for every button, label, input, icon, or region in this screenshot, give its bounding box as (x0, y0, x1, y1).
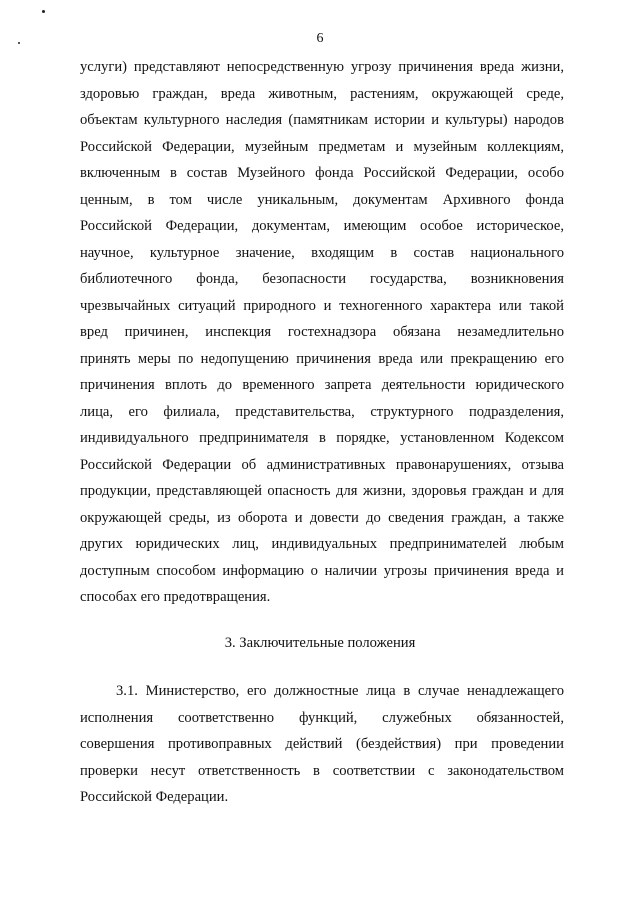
text-line: проверки несут ответственность в соответствии с законодательством (80, 762, 564, 779)
text-line: принять меры по недопущению причинения вреда или прекращению его (80, 350, 564, 367)
text-line: совершения противоправных действий (бездействия) при проведении (80, 736, 564, 752)
text-line: исполнения соответственно функций, служебных обязанностей, (80, 709, 564, 726)
text-line: Российской Федерации. (80, 789, 229, 805)
text-line: здоровью граждан, вреда животным, растениям, окружающей среде, (80, 85, 564, 102)
text-line: включенным в состав Музейного фонда Российской Федерации, особо (80, 165, 564, 181)
text-line: Российской Федерации, документам, имеющим особое историческое, (80, 218, 564, 234)
text-line: Российской Федерации об административных правонарушениях, отзыва (80, 456, 564, 473)
text-line: окружающей среды, из оборота и довести до сведения граждан, а также (80, 509, 564, 526)
text-line: Российской Федерации, музейным предметам и музейным коллекциям, (80, 138, 564, 155)
text-line: услуги) представляют непосредственную угрозу причинения вреда жизни, (80, 59, 564, 75)
scan-speck (42, 10, 45, 13)
text-line: научное, культурное значение, входящим в состав национального (80, 244, 564, 261)
text-line: причинения вплоть до временного запрета деятельности юридического (80, 377, 564, 393)
text-line: 3.1. Министерство, его должностные лица в случае ненадлежащего (116, 683, 564, 699)
paragraph-continued (80, 54, 564, 611)
text-line: доступным способом информацию о наличии угрозы причинения вреда и (80, 562, 564, 579)
paragraph-3-1 (80, 678, 564, 811)
text-line: продукции, представляющей опасность для жизни, здоровья граждан и для (80, 483, 564, 499)
text-line: ценным, в том числе уникальным, документам Архивного фонда (80, 191, 564, 208)
text-line: объектам культурного наследия (памятникам истории и культуры) народов (80, 112, 564, 128)
text-line: вред причинен, инспекция гостехнадзора обязана незамедлительно (80, 324, 564, 340)
text-line: лица, его филиала, представительства, структурного подразделения, (80, 403, 564, 420)
text-line: других юридических лиц, индивидуальных предпринимателей любым (80, 536, 564, 552)
page-number: 6 (316, 31, 324, 46)
text-line: способах его предотвращения. (80, 589, 271, 605)
text-line: индивидуального предпринимателя в порядке, установленном Кодексом (80, 430, 564, 446)
text-line: библиотечного фонда, безопасности государства, возникновения (80, 271, 564, 287)
section-heading: 3. Заключительные положения (224, 635, 416, 651)
text-line: чрезвычайных ситуаций природного и техногенного характера или такой (80, 297, 564, 314)
